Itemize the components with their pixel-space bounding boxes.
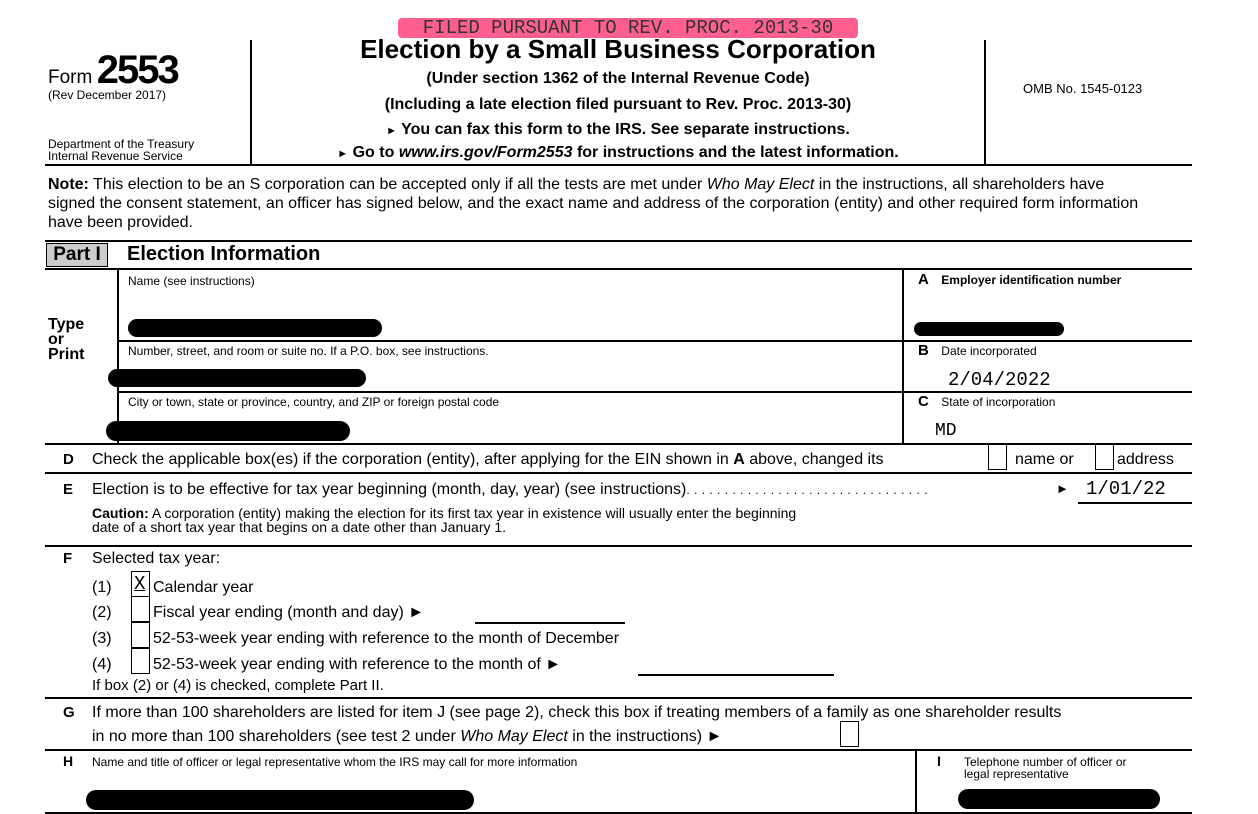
f-opt2-num: (2)	[92, 604, 112, 621]
f-52-53-december-checkbox[interactable]	[131, 622, 150, 648]
field-c: C State of incorporation	[918, 393, 1056, 410]
checkbox-x-mark: X	[134, 573, 146, 595]
name-field-redacted[interactable]	[128, 319, 382, 337]
i-label: Telephone number of officer or legal representative	[964, 755, 1127, 781]
date-incorporated-label: Date incorporated	[941, 344, 1037, 358]
note-paragraph: Note: This election to be an S corporation can be accepted only if all the tests are met under Who May Elect in the instructions, all shareholders have signed the consent statement, an officer has signed below, and the exact name and address of the corporation (entity) and other required form information have been provided.	[48, 176, 1139, 231]
d-name-label: name or	[1015, 451, 1074, 468]
d-address-checkbox[interactable]	[1095, 444, 1114, 470]
field-b: B Date incorporated	[918, 342, 1037, 359]
rule	[45, 472, 1192, 474]
f-52-53-month-checkbox[interactable]	[131, 648, 150, 674]
type-or-print-label: Type or Print	[48, 316, 85, 363]
h-officer-name-redacted[interactable]	[86, 790, 474, 810]
arrow-icon: ►	[386, 125, 398, 137]
form-word: Form	[48, 67, 93, 88]
f-opt2-label: Fiscal year ending (month and day) ►	[153, 604, 425, 621]
form-revision: (Rev December 2017)	[48, 88, 167, 102]
h-i-divider	[915, 751, 917, 814]
city-label: City or town, state or province, country, and ZIP or foreign postal code	[128, 395, 500, 409]
h-label: Name and title of officer or legal representative whom the IRS may call for more information	[92, 755, 578, 769]
g-line1: If more than 100 shareholders are listed for item J (see page 2), check this box if treating members of a family as one shareholder results	[92, 704, 1062, 721]
f-opt3-label: 52-53-week year ending with reference to the month of December	[153, 630, 620, 647]
header-divider-right	[984, 40, 986, 164]
f-footer: If box (2) or (4) is checked, complete Part II.	[92, 677, 384, 694]
name-label: Name (see instructions)	[128, 274, 255, 288]
ein-field-redacted[interactable]	[914, 322, 1064, 336]
d-letter: D	[63, 451, 74, 468]
f-opt1-label: Calendar year	[153, 579, 254, 596]
rule	[45, 697, 1192, 699]
f-fiscal-year-checkbox[interactable]	[131, 596, 150, 622]
i-phone-redacted[interactable]	[958, 789, 1160, 809]
e-text: Election is to be effective for tax year beginning (month, day, year) (see instructions). . . . . . . . . . . . . . . . . . . . . . . . . . . . . . . .	[92, 481, 928, 498]
rule	[45, 545, 1192, 547]
type-print-divider	[117, 269, 119, 443]
f-opt4-label: 52-53-week year ending with reference to the month of ►	[153, 656, 562, 673]
date-incorporated-value[interactable]: 2/04/2022	[948, 369, 1051, 391]
e-effective-date[interactable]: 1/01/22	[1086, 478, 1166, 500]
ein-label: Employer identification number	[941, 273, 1122, 287]
form-subtitle-3: ► You can fax this form to the IRS. See separate instructions.	[386, 121, 850, 138]
street-field-redacted[interactable]	[108, 369, 366, 387]
i-letter: I	[937, 753, 941, 769]
state-value[interactable]: MD	[935, 421, 957, 441]
city-field-redacted[interactable]	[106, 421, 350, 441]
filed-stamp-text: FILED PURSUANT TO REV. PROC. 2013-30	[422, 17, 834, 39]
form-number: 2553	[96, 48, 178, 92]
e-underline	[1078, 502, 1192, 504]
e-letter: E	[63, 481, 74, 498]
state-label: State of incorporation	[941, 395, 1056, 409]
form-subtitle-4: ► Go to www.irs.gov/Form2553 for instructions and the latest information.	[337, 144, 899, 161]
g-line2: in no more than 100 shareholders (see test 2 under Who May Elect in the instructions) ►	[92, 728, 723, 745]
g-letter: G	[63, 704, 75, 721]
part1-title: Election Information	[127, 243, 321, 265]
rule	[45, 749, 1192, 751]
header-bottom-rule	[45, 164, 1192, 166]
f-opt1-num: (1)	[92, 579, 112, 596]
d-name-checkbox[interactable]	[988, 444, 1007, 470]
f-opt4-num: (4)	[92, 656, 112, 673]
arrow-icon: ►	[337, 148, 349, 160]
f-title: Selected tax year:	[92, 550, 221, 567]
h-letter: H	[63, 753, 74, 769]
omb-number: OMB No. 1545-0123	[1023, 81, 1143, 96]
d-text: Check the applicable box(es) if the corporation (entity), after applying for the EIN shown in A above, changed its	[92, 451, 884, 468]
f-opt3-num: (3)	[92, 630, 112, 647]
form-title: Election by a Small Business Corporation	[360, 34, 876, 64]
f-letter: F	[63, 550, 73, 567]
form-subtitle-2: (Including a late election filed pursuant to Rev. Proc. 2013-30)	[384, 96, 852, 113]
street-label: Number, street, and room or suite no. If a P.O. box, see instructions.	[128, 344, 489, 358]
form-id	[48, 48, 178, 93]
part1-label: Part I	[46, 243, 108, 267]
part1-header-bottom-rule	[45, 268, 1192, 270]
f-fiscal-year-input-line[interactable]	[475, 622, 625, 624]
abc-divider	[902, 269, 904, 443]
rule	[45, 812, 1192, 814]
irs-link[interactable]: www.irs.gov/Form2553	[398, 144, 573, 161]
d-address-label: address	[1117, 451, 1174, 468]
dept-line-1: Department of the Treasury	[48, 137, 195, 151]
field-a: A Employer identification number	[918, 271, 1122, 288]
e-caution: Caution: A corporation (entity) making the election for its first tax year in existence will usually enter the beginning date of a short tax year that begins on a date other than January 1.	[92, 505, 797, 535]
rule	[45, 443, 1192, 445]
arrow-icon: ►	[1056, 481, 1069, 496]
f-month-input-line[interactable]	[638, 674, 834, 676]
part1-top-rule	[45, 240, 1192, 242]
g-family-checkbox[interactable]	[840, 721, 859, 747]
dept-line-2: Internal Revenue Service	[48, 149, 183, 163]
form-subtitle-1: (Under section 1362 of the Internal Revenue Code)	[426, 70, 810, 87]
